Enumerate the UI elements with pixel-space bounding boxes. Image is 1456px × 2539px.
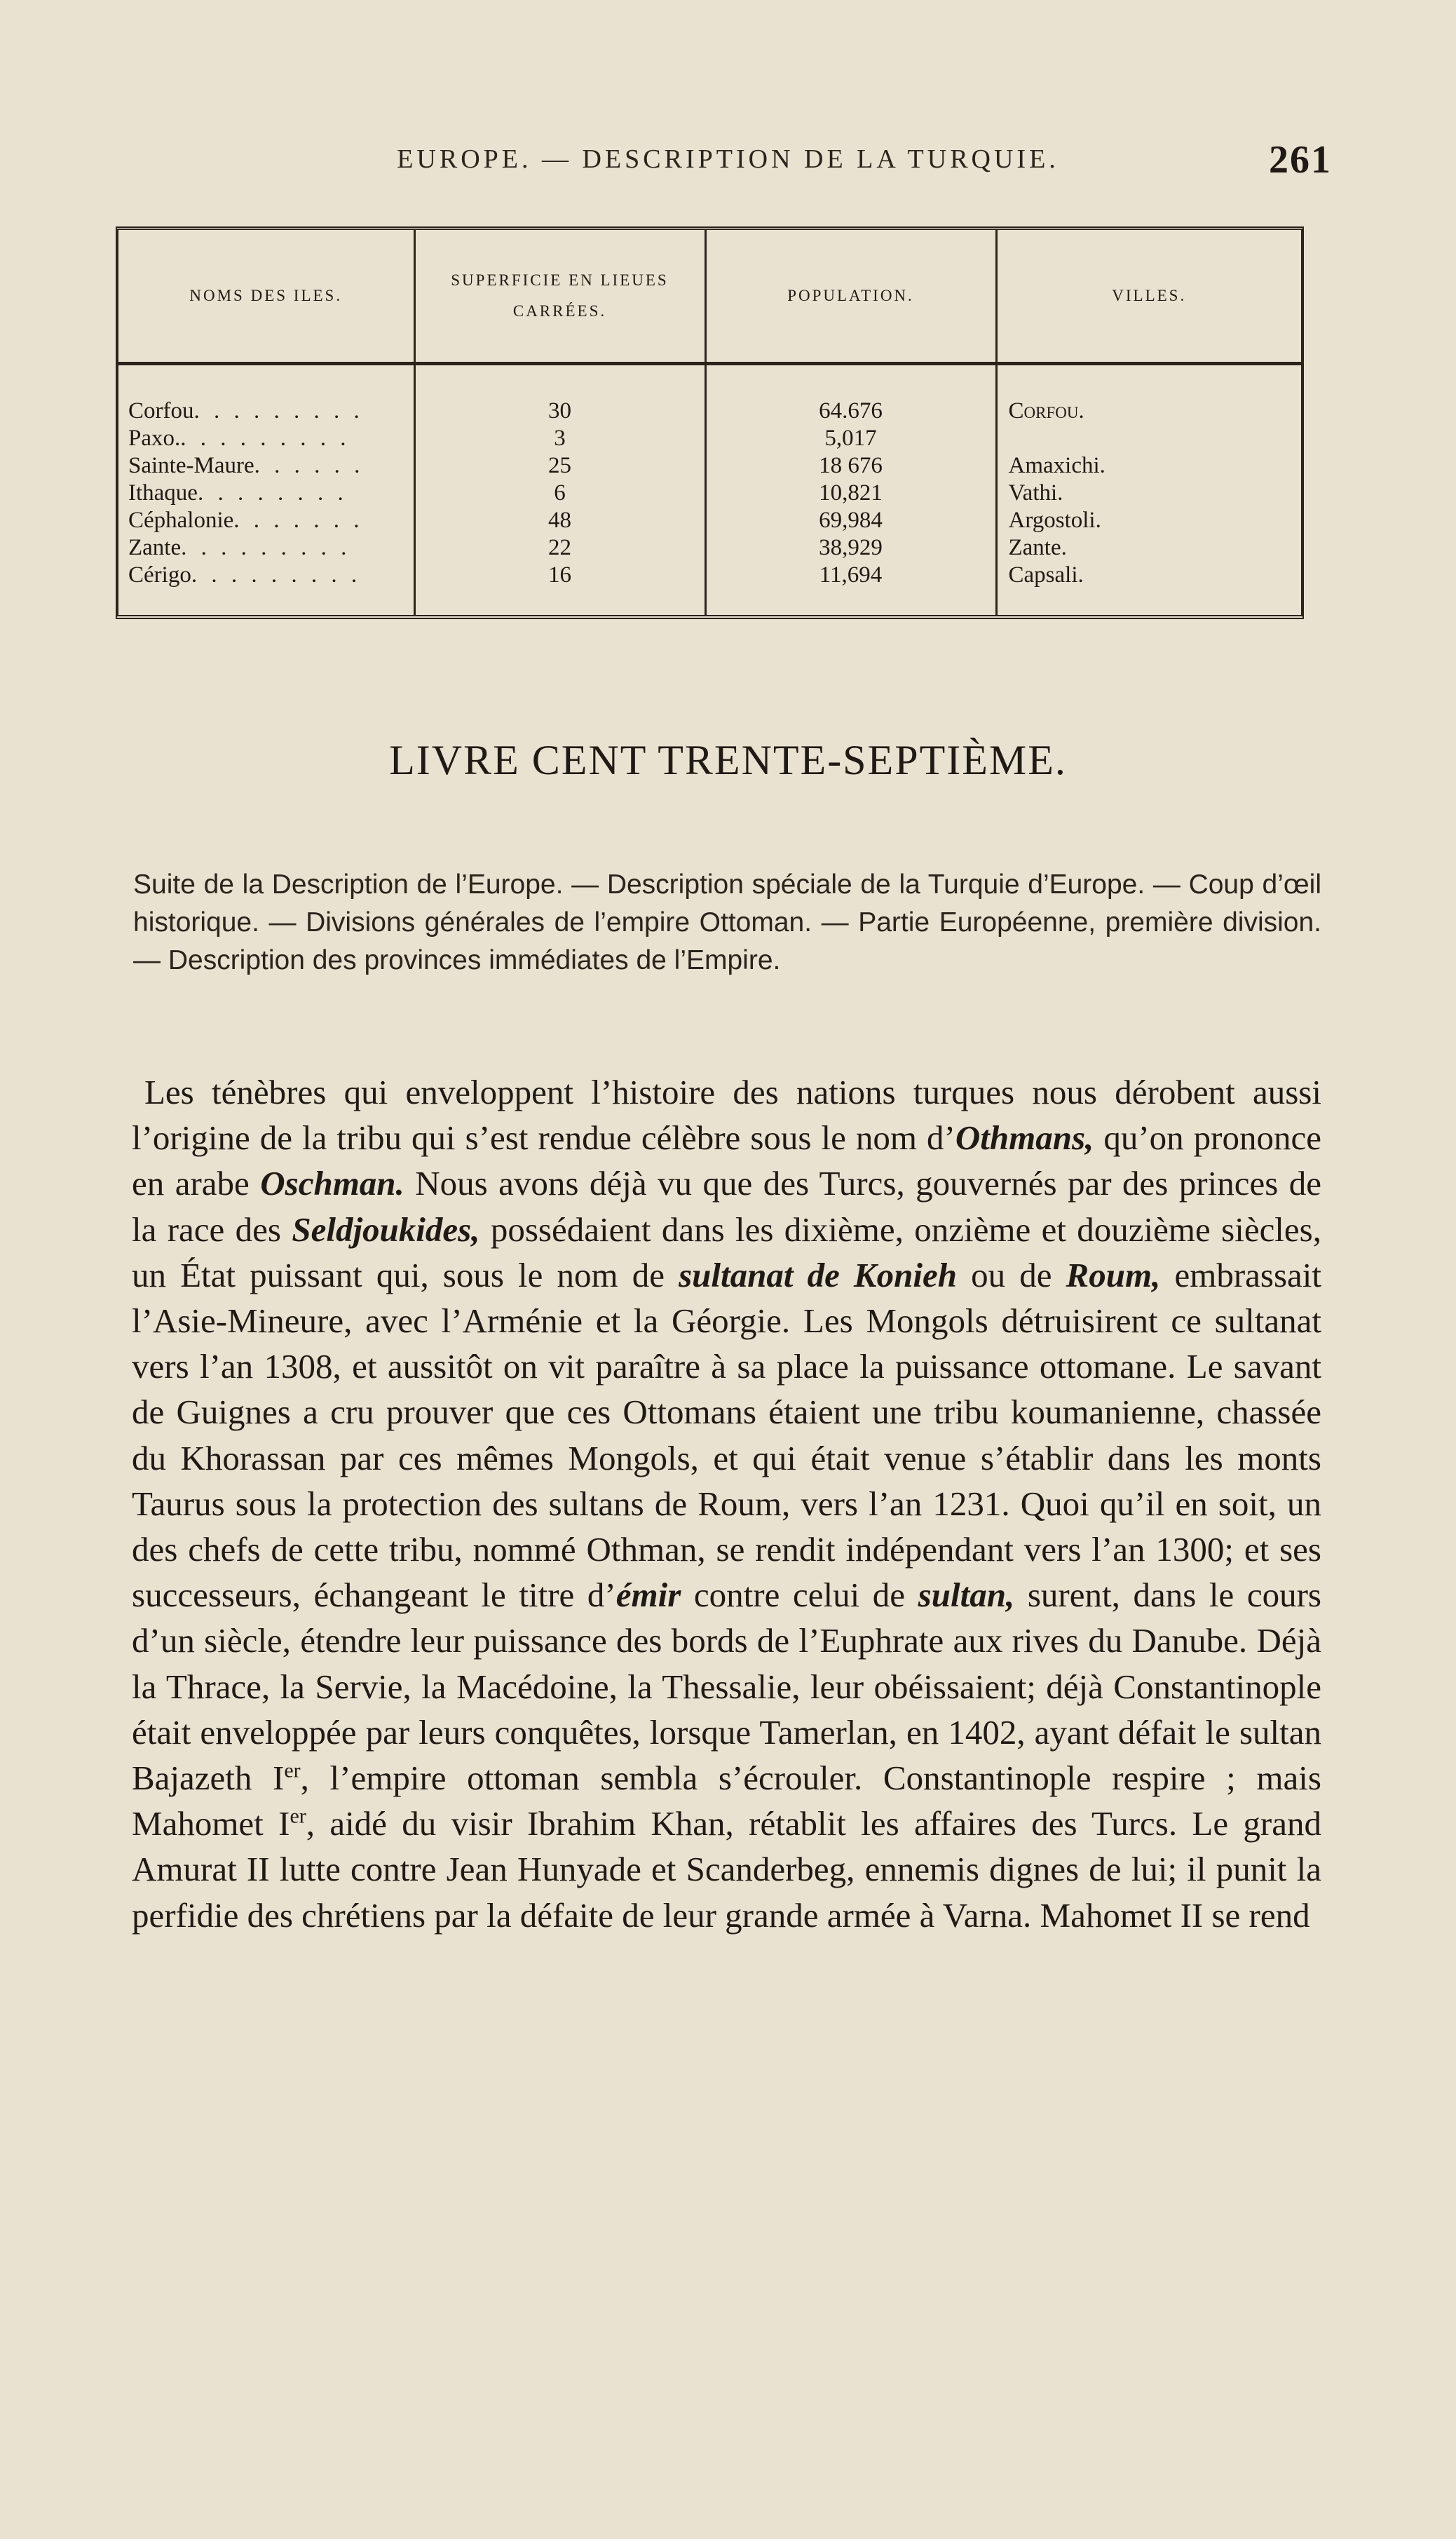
column-header-population: POPULATION. — [705, 230, 996, 364]
table-row: Ithaque. . . . . . . . 6 10,821 Vathi. — [118, 480, 1301, 507]
body-text-run: , l’empire ottoman sembla s’écrouler. Constantinople respire ; mais Mahomet I — [132, 1759, 1321, 1843]
island-name: Zante — [128, 535, 182, 560]
island-population: 18 676 — [705, 452, 996, 480]
island-area: 25 — [414, 452, 705, 480]
body-text-run: Nous avons déjà vu que des Turcs, gouvernés par des princes de la race des — [132, 1164, 1321, 1249]
table-row: Paxo.. . . . . . . . . 3 5,017 — [118, 425, 1301, 452]
body-text-run: possédaient dans les dixième, onzième et douzième siècles, un État puissant qui, sous le nom de — [132, 1210, 1321, 1294]
table-row: Sainte-Maure. . . . . . 25 18 676 Amaxichi. — [118, 452, 1301, 480]
island-name: Corfou — [128, 398, 194, 424]
island-town: Argostoli. — [996, 507, 1301, 534]
island-town: Amaxichi. — [996, 452, 1301, 480]
island-population: 5,017 — [705, 425, 996, 452]
body-text-run: embrassait l’Asie-Mineure, avec l’Arménie et la Géorgie. Les Mongols détruisirent ce sultanat vers l’an 1308, et aussitôt on vit paraître à sa place la puissance ottomane. Le savant de Guignes a cru prouver que ces Ottomans étaient une tribu koumanienne, chassée du Khorassan par ces mêmes Mongols, et qui était venue s’établir dans les monts Taurus sous la protection des sultans de Roum, vers l’an 1231. Quoi qu’il en soit, un des chefs de cette tribu, nommé Othman, se rendit indépendant vers l’an 1300; et ses successeurs, échangeant le titre d’ — [132, 1255, 1322, 1615]
body-text-run: Les ténèbres qui enveloppent l’histoire des nations turques nous dérobent aussi l’origine de la tribu qui s’est rendue célèbre sous le nom d’ — [132, 1073, 1321, 1158]
body-text-run: qu’on prononce en arabe — [132, 1118, 1321, 1203]
italic-term: Oschman. — [260, 1164, 404, 1203]
italic-term: Roum, — [1066, 1255, 1161, 1294]
island-area: 48 — [414, 507, 705, 534]
column-header-names: NOMS DES ILES. — [118, 230, 414, 364]
island-area: 6 — [414, 480, 705, 507]
italic-term: sultan, — [918, 1576, 1015, 1615]
island-population: 38,929 — [705, 534, 996, 562]
table-row: Zante. . . . . . . . . 22 38,929 Zante. — [118, 534, 1301, 562]
table-header-row — [118, 230, 1301, 364]
island-population: 64.676 — [705, 364, 996, 426]
italic-term: Seldjoukides, — [292, 1210, 480, 1249]
table-row: Corfou. . . . . . . . . 30 64.676 Corfou. — [118, 364, 1301, 426]
italic-term: sultanat de Konieh — [679, 1255, 957, 1294]
island-area: 3 — [414, 425, 705, 452]
body-paragraph — [132, 1069, 1321, 1938]
table-row: Céphalonie. . . . . . . 48 69,984 Argostoli. — [118, 507, 1301, 534]
island-town: Capsali. — [996, 562, 1301, 615]
column-header-area: SUPERFICIE EN LIEUES CARRÉES. — [414, 230, 705, 364]
island-area: 16 — [414, 562, 705, 615]
superscript: er — [290, 1804, 306, 1828]
body-text-run: surent, dans le cours d’un siècle, étendre leur puissance des bords de l’Euphrate aux rives du Danube. Déjà la Thrace, la Servie, la Macédoine, la Thessalie, leur obéissaient; déjà Constantinople était enveloppée par leurs conquêtes, lorsque Tamerlan, en 1402, ayant défait le sultan Bajazeth I — [132, 1576, 1322, 1798]
superscript: er — [284, 1759, 301, 1782]
island-town: Vathi. — [996, 480, 1301, 507]
island-name: Sainte-Maure — [128, 453, 254, 478]
island-name: Ithaque — [128, 480, 198, 506]
body-text-run: contre celui de — [681, 1576, 918, 1615]
italic-term: émir — [615, 1576, 681, 1615]
island-name: Céphalonie — [128, 508, 234, 533]
body-text-run: , aidé du visir Ibrahim Khan, rétablit les affaires des Turcs. Le grand Amurat II lutte contre Jean Hunyade et Scanderbeg, ennemis dignes de lui; il punit la perfidie des chrétiens par la défaite de leur grande armée à Varna. Mahomet II se rend — [132, 1804, 1321, 1935]
island-population: 10,821 — [705, 480, 996, 507]
italic-term: Othmans, — [955, 1118, 1094, 1158]
column-header-towns: VILLES. — [996, 230, 1301, 364]
table-row: Cérigo. . . . . . . . . 16 11,694 Capsali. — [118, 562, 1301, 615]
island-town: Corfou. — [996, 364, 1301, 426]
islands-table — [116, 226, 1304, 619]
page-number: 261 — [1269, 138, 1332, 182]
island-population: 69,984 — [705, 507, 996, 534]
islands-table-grid — [118, 230, 1301, 615]
island-town: Zante. — [996, 534, 1301, 562]
book-title: LIVRE CENT TRENTE-SEPTIÈME. — [389, 737, 1067, 783]
island-town — [996, 425, 1301, 452]
chapter-summary: Suite de la Description de l’Europe. — Description spéciale de la Turquie d’Europe. — Coup d’œil historique. — Divisions générales de l’empire Ottoman. — Partie Européenne, première division. — Description des provinces immédiates de l’Empire. — [133, 869, 1321, 975]
running-header: EUROPE. — DESCRIPTION DE LA TURQUIE. — [397, 144, 1059, 174]
island-name: Paxo. — [128, 426, 181, 451]
island-area: 30 — [414, 364, 705, 426]
island-area: 22 — [414, 534, 705, 562]
island-population: 11,694 — [705, 562, 996, 615]
island-name: Cérigo — [128, 562, 191, 588]
body-text-run: ou de — [956, 1255, 1066, 1294]
